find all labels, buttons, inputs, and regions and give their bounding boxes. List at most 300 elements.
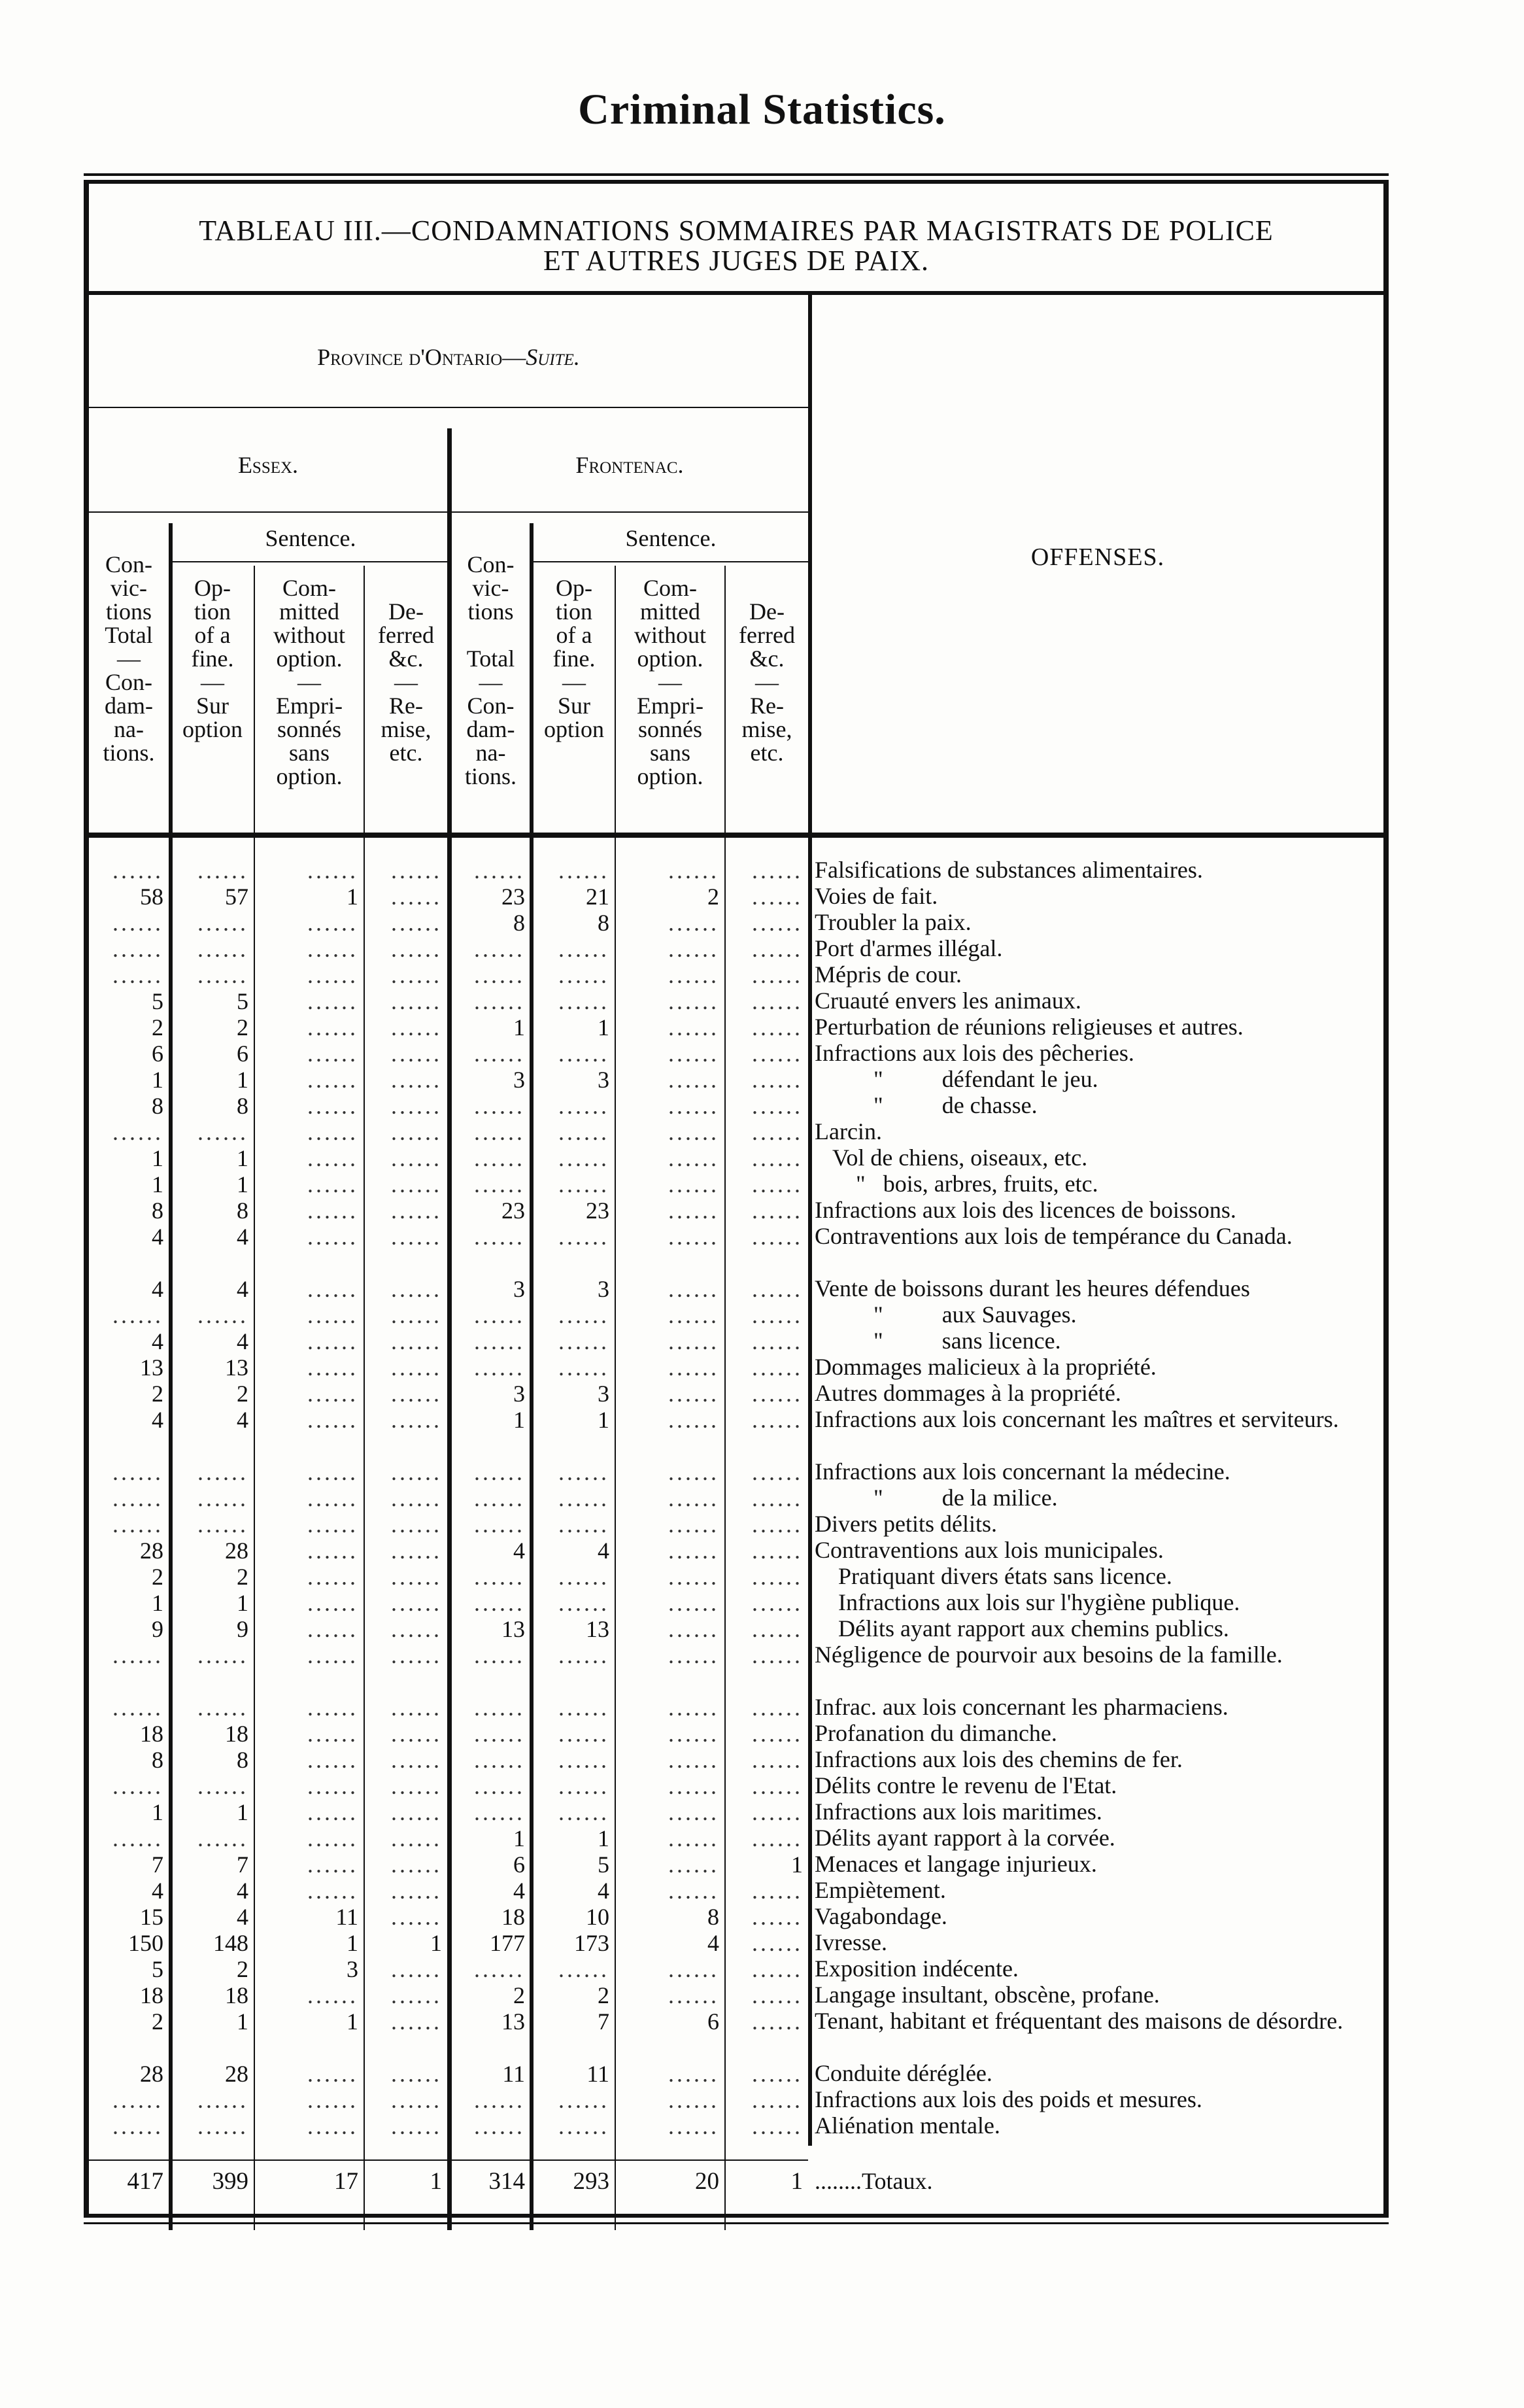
frontenac-deferred-cell xyxy=(727,1014,803,1041)
frontenac-total-cell: 23 xyxy=(501,1197,525,1224)
essex-option-cell: 8 xyxy=(237,1197,248,1224)
essex-committed-cell xyxy=(256,1825,358,1852)
essex-deferred-cell xyxy=(366,1328,442,1355)
total-frontenac-deferred: 1 xyxy=(790,2168,803,2195)
essex-option-cell: 1 xyxy=(237,2008,248,2035)
offense-label: " bois, arbres, fruits, etc. xyxy=(815,1171,1098,1197)
frontenac-deferred-cell xyxy=(727,2112,803,2140)
frontenac-option-cell xyxy=(535,1458,609,1486)
essex-committed-cell xyxy=(256,1118,358,1146)
essex-committed-cell xyxy=(256,1066,358,1093)
essex-committed-cell xyxy=(256,1171,358,1198)
offense-label: Délits ayant rapport à la corvée. xyxy=(815,1825,1115,1851)
offense-label: Infractions aux lois concernant la médecine. xyxy=(815,1458,1230,1485)
offense-label: Délits ayant rapport aux chemins publics. xyxy=(815,1615,1229,1642)
frontenac-option-cell xyxy=(535,1301,609,1329)
table-row xyxy=(0,1825,1524,1852)
frontenac-deferred-cell xyxy=(727,857,803,884)
essex-option-cell xyxy=(173,857,248,884)
frontenac-committed-cell xyxy=(617,1197,719,1224)
offense-label: Infractions aux lois des poids et mesures. xyxy=(815,2086,1202,2112)
frontenac-option-cell xyxy=(535,1092,609,1120)
essex-option-cell xyxy=(173,1772,248,1800)
table-row xyxy=(0,1458,1524,1486)
essex-total-cell: 2 xyxy=(152,1381,163,1407)
essex-committed-cell: 11 xyxy=(335,1904,358,1930)
frontenac-committed-cell xyxy=(617,2060,719,2088)
totals-rule xyxy=(89,2159,808,2161)
essex-total-cell xyxy=(90,1118,163,1146)
essex-option-cell: 2 xyxy=(237,1956,248,1982)
table-row xyxy=(0,1380,1524,1407)
frontenac-deferred-cell xyxy=(727,1955,803,1983)
province-suite: Suite. xyxy=(526,344,580,370)
essex-option-cell: 13 xyxy=(225,1354,248,1381)
essex-option-cell xyxy=(173,2112,248,2140)
offense-label: " de la milice. xyxy=(815,1485,1058,1511)
offense-label: Mépris de cour. xyxy=(815,961,962,988)
frontenac-option-cell xyxy=(535,2112,609,2140)
frontenac-deferred-cell xyxy=(727,1563,803,1591)
table-title-line2: ET AUTRES JUGES DE PAIX. xyxy=(543,245,929,277)
frontenac-committed-cell: 2 xyxy=(707,884,719,910)
essex-deferred-cell xyxy=(366,2112,442,2140)
frontenac-deferred-cell xyxy=(727,1642,803,1669)
essex-option-header: Op- tion of a fine. — Sur option xyxy=(182,575,243,742)
essex-committed-cell xyxy=(256,1772,358,1800)
essex-option-cell: 4 xyxy=(237,1328,248,1354)
essex-committed-cell xyxy=(256,1851,358,1878)
frontenac-total-cell xyxy=(453,1642,525,1669)
essex-deferred-cell xyxy=(366,1720,442,1747)
essex-total-cell xyxy=(90,1301,163,1329)
offense-label: Infrac. aux lois concernant les pharmaciens. xyxy=(815,1694,1228,1720)
province-heading xyxy=(89,343,808,371)
table-row xyxy=(0,1615,1524,1643)
essex-committed-header: Com- mitted without option. — Empri- sonnés sans option. xyxy=(273,575,345,789)
offense-label: Infractions aux lois concernant les maîtres et serviteurs. xyxy=(815,1406,1339,1432)
essex-total-cell: 9 xyxy=(152,1616,163,1642)
essex-total-cell xyxy=(90,1694,163,1721)
frontenac-total-cell xyxy=(453,1720,525,1747)
frontenac-committed-cell xyxy=(617,1144,719,1172)
table-row xyxy=(0,1589,1524,1617)
essex-committed-cell xyxy=(256,1511,358,1538)
essex-total-cell: 4 xyxy=(152,1328,163,1354)
frontenac-total-cell: 1 xyxy=(513,1014,525,1041)
essex-option-cell: 1 xyxy=(237,1145,248,1171)
essex-deferred-cell xyxy=(366,2086,442,2114)
frontenac-committed-cell xyxy=(617,1092,719,1120)
frontenac-option-cell: 11 xyxy=(586,2061,609,2087)
essex-deferred-cell xyxy=(366,1563,442,1591)
offense-label: Négligence de pourvoir aux besoins de la famille. xyxy=(815,1642,1283,1668)
essex-option-cell: 1 xyxy=(237,1799,248,1825)
frontenac-deferred-cell xyxy=(727,1772,803,1800)
frontenac-deferred-cell xyxy=(727,1589,803,1617)
essex-deferred-cell xyxy=(366,988,442,1015)
table-row xyxy=(0,1929,1524,1957)
frontenac-committed-cell xyxy=(617,1275,719,1303)
offense-label: Perturbation de réunions religieuses et autres. xyxy=(815,1014,1244,1040)
essex-total-cell: 1 xyxy=(152,1067,163,1093)
top-double-rule xyxy=(84,173,1389,176)
essex-option-cell: 2 xyxy=(237,1381,248,1407)
frontenac-committed-cell xyxy=(617,857,719,884)
frontenac-committed-cell xyxy=(617,2112,719,2140)
frontenac-total-cell: 1 xyxy=(513,1407,525,1433)
frontenac-committed-cell xyxy=(617,1982,719,2009)
table-row xyxy=(0,2008,1524,2035)
essex-deferred-cell xyxy=(366,857,442,884)
frontenac-deferred-cell xyxy=(727,909,803,937)
frontenac-option-cell xyxy=(535,1511,609,1538)
frontenac-deferred-cell xyxy=(727,1903,803,1931)
essex-committed-cell xyxy=(256,2060,358,2088)
table-row xyxy=(0,1066,1524,1093)
essex-committed-cell xyxy=(256,988,358,1015)
essex-option-cell: 57 xyxy=(225,884,248,910)
table-row xyxy=(0,1772,1524,1800)
essex-deferred-cell xyxy=(366,1955,442,1983)
frontenac-committed-header: Com- mitted without option. — Empri- sonnés sans option. xyxy=(634,575,706,789)
essex-option-cell: 2 xyxy=(237,1564,248,1590)
frontenac-option-cell: 4 xyxy=(598,1538,609,1564)
table-row xyxy=(0,1223,1524,1250)
frontenac-committed-cell xyxy=(617,1354,719,1381)
offense-label: Vagabondage. xyxy=(815,1903,947,1929)
frontenac-committed-cell xyxy=(617,909,719,937)
essex-option-cell: 18 xyxy=(225,1982,248,2008)
essex-total-cell: 18 xyxy=(140,1982,163,2008)
frontenac-deferred-cell xyxy=(727,1118,803,1146)
frontenac-total-cell: 1 xyxy=(513,1825,525,1851)
essex-total-cell: 2 xyxy=(152,2008,163,2035)
frontenac-deferred-cell xyxy=(727,1694,803,1721)
essex-committed-cell xyxy=(256,1563,358,1591)
offense-label: " défendant le jeu. xyxy=(815,1066,1098,1092)
frontenac-total-cell: 23 xyxy=(501,884,525,910)
essex-committed-cell xyxy=(256,1354,358,1381)
frontenac-committed-cell xyxy=(617,2086,719,2114)
offense-label: " sans licence. xyxy=(815,1328,1061,1354)
essex-option-cell xyxy=(173,1511,248,1538)
frontenac-option-cell: 173 xyxy=(574,1930,609,1956)
table-title-line1: TABLEAU III.—CONDAMNATIONS SOMMAIRES PAR MAGISTRATS DE POLICE xyxy=(199,215,1274,247)
essex-total-cell: 1 xyxy=(152,1799,163,1825)
essex-option-cell: 4 xyxy=(237,1407,248,1433)
total-frontenac-total: 314 xyxy=(488,2168,525,2195)
frontenac-option-cell: 2 xyxy=(598,1982,609,2008)
essex-total-cell xyxy=(90,857,163,884)
frontenac-committed-cell xyxy=(617,1798,719,1826)
frontenac-deferred-cell xyxy=(727,1615,803,1643)
frontenac-committed-cell xyxy=(617,1955,719,1983)
table-row xyxy=(0,909,1524,937)
frontenac-deferred-cell xyxy=(727,935,803,963)
table-row xyxy=(0,1118,1524,1146)
offense-label: Voies de fait. xyxy=(815,883,938,909)
frontenac-deferred-cell xyxy=(727,1197,803,1224)
frontenac-option-cell xyxy=(535,1746,609,1774)
essex-option-cell: 1 xyxy=(237,1590,248,1616)
frontenac-deferred-cell xyxy=(727,1275,803,1303)
frontenac-option-cell xyxy=(535,1955,609,1983)
essex-total-cell xyxy=(90,1511,163,1538)
region-frontenac: Frontenac. xyxy=(575,452,684,478)
offense-label: Langage insultant, obscène, profane. xyxy=(815,1982,1160,2008)
essex-total-cell: 150 xyxy=(128,1930,163,1956)
frontenac-committed-cell xyxy=(617,1615,719,1643)
frontenac-deferred-cell xyxy=(727,1537,803,1564)
frontenac-deferred-cell xyxy=(727,1380,803,1407)
essex-total-cell xyxy=(90,1772,163,1800)
essex-deferred-cell xyxy=(366,1537,442,1564)
frontenac-option-cell xyxy=(535,1485,609,1512)
essex-committed-cell xyxy=(256,2112,358,2140)
offense-label: Profanation du dimanche. xyxy=(815,1720,1057,1746)
frontenac-total-cell: 4 xyxy=(513,1538,525,1564)
bottom-rule-2 xyxy=(84,2222,1389,2224)
page-title: Criminal Statistics. xyxy=(578,86,946,133)
total-essex-committed: 17 xyxy=(334,2168,358,2195)
frontenac-committed-cell xyxy=(617,961,719,989)
table-row xyxy=(0,1642,1524,1669)
essex-total-cell: 1 xyxy=(152,1145,163,1171)
offenses-header: OFFENSES. xyxy=(1030,543,1165,571)
frontenac-total-cell xyxy=(453,961,525,989)
offense-label: Port d'armes illégal. xyxy=(815,935,1003,961)
table-row xyxy=(0,1092,1524,1120)
frontenac-committed-cell xyxy=(617,1563,719,1591)
frontenac-committed-cell xyxy=(617,1014,719,1041)
frontenac-option-cell xyxy=(535,1223,609,1250)
frontenac-total-cell xyxy=(453,1772,525,1800)
essex-committed-cell xyxy=(256,935,358,963)
essex-total-cell: 5 xyxy=(152,1956,163,1982)
essex-deferred-cell xyxy=(366,1118,442,1146)
essex-deferred-cell xyxy=(366,1642,442,1669)
essex-deferred-cell xyxy=(366,1223,442,1250)
essex-option-cell: 8 xyxy=(237,1093,248,1119)
essex-total-cell: 4 xyxy=(152,1878,163,1904)
essex-committed-cell xyxy=(256,909,358,937)
header-bottom-rule xyxy=(89,833,1383,838)
frontenac-total-cell: 8 xyxy=(513,910,525,936)
frontenac-deferred-cell xyxy=(727,2060,803,2088)
offense-label: Divers petits délits. xyxy=(815,1511,997,1537)
total-essex-deferred: 1 xyxy=(430,2168,442,2195)
essex-deferred-cell xyxy=(366,1589,442,1617)
essex-deferred-cell xyxy=(366,1197,442,1224)
essex-total-cell xyxy=(90,961,163,989)
totals-label: ........Totaux. xyxy=(815,2168,933,2194)
table-row xyxy=(0,935,1524,963)
frontenac-committed-cell xyxy=(617,1406,719,1434)
frontenac-option-cell xyxy=(535,857,609,884)
table-row xyxy=(0,2112,1524,2140)
offense-label: Aliénation mentale. xyxy=(815,2112,1000,2139)
essex-total-cell: 58 xyxy=(140,884,163,910)
essex-option-cell xyxy=(173,935,248,963)
frontenac-total-cell: 177 xyxy=(490,1930,525,1956)
essex-option-cell xyxy=(173,1642,248,1669)
table-row xyxy=(0,1301,1524,1329)
offense-label: Infractions aux lois des chemins de fer. xyxy=(815,1746,1183,1772)
frontenac-total-cell xyxy=(453,1092,525,1120)
frontenac-total-cell xyxy=(453,1171,525,1198)
frontenac-deferred-cell xyxy=(727,2086,803,2114)
essex-option-cell: 9 xyxy=(237,1616,248,1642)
frontenac-option-cell xyxy=(535,1328,609,1355)
table-row xyxy=(0,1537,1524,1564)
totals-row xyxy=(0,2168,1524,2195)
offense-label: Vol de chiens, oiseaux, etc. xyxy=(815,1144,1088,1171)
essex-committed-cell xyxy=(256,1014,358,1041)
frontenac-option-cell xyxy=(535,961,609,989)
essex-option-cell: 6 xyxy=(237,1041,248,1067)
frontenac-deferred-cell xyxy=(727,1485,803,1512)
essex-committed-cell xyxy=(256,857,358,884)
essex-option-cell: 8 xyxy=(237,1747,248,1773)
frontenac-total-cell: 6 xyxy=(513,1851,525,1878)
frontenac-committed-cell xyxy=(617,1118,719,1146)
frontenac-deferred-cell xyxy=(727,1746,803,1774)
essex-option-cell: 18 xyxy=(225,1721,248,1747)
frontenac-committed-cell xyxy=(617,1642,719,1669)
essex-committed-cell xyxy=(256,1328,358,1355)
essex-deferred-cell xyxy=(366,1354,442,1381)
frontenac-total-cell: 2 xyxy=(513,1982,525,2008)
table-row xyxy=(0,1903,1524,1931)
essex-option-cell: 1 xyxy=(237,1067,248,1093)
frontenac-deferred-cell xyxy=(727,988,803,1015)
table-row xyxy=(0,1354,1524,1381)
frontenac-deferred-cell xyxy=(727,1720,803,1747)
frontenac-deferred-cell xyxy=(727,1877,803,1904)
frontenac-total-cell xyxy=(453,1694,525,1721)
frontenac-deferred-cell xyxy=(727,961,803,989)
frontenac-total-cell xyxy=(453,1040,525,1067)
frontenac-committed-cell: 4 xyxy=(707,1930,719,1956)
essex-committed-cell xyxy=(256,1642,358,1669)
frontenac-committed-cell xyxy=(617,1589,719,1617)
essex-total-cell xyxy=(90,1642,163,1669)
frontenac-committed-cell xyxy=(617,1328,719,1355)
frontenac-committed-cell xyxy=(617,1301,719,1329)
frontenac-committed-cell: 6 xyxy=(707,2008,719,2035)
frontenac-deferred-cell xyxy=(727,1066,803,1093)
essex-committed-cell xyxy=(256,1537,358,1564)
essex-option-cell: 148 xyxy=(213,1930,248,1956)
frontenac-deferred-cell xyxy=(727,1982,803,2009)
essex-deferred-cell xyxy=(366,1144,442,1172)
frontenac-deferred-cell xyxy=(727,1406,803,1434)
frontenac-option-cell xyxy=(535,1118,609,1146)
essex-total-cell: 1 xyxy=(152,1171,163,1197)
essex-deferred-cell xyxy=(366,1982,442,2009)
essex-committed-cell: 1 xyxy=(347,2008,358,2035)
frontenac-sentence-label: Sentence. xyxy=(625,525,717,551)
frontenac-committed-cell xyxy=(617,1537,719,1564)
frontenac-committed-cell xyxy=(617,1511,719,1538)
essex-deferred-cell xyxy=(366,883,442,910)
offense-label: Conduite déréglée. xyxy=(815,2060,992,2086)
table-row xyxy=(0,1746,1524,1774)
essex-committed-cell xyxy=(256,1485,358,1512)
essex-total-cell xyxy=(90,935,163,963)
frontenac-deferred-header: De- ferred &c. — Re- mise, etc. xyxy=(739,598,795,766)
essex-deferred-cell xyxy=(366,1275,442,1303)
essex-deferred-header: De- ferred &c. — Re- mise, etc. xyxy=(378,598,434,766)
essex-total-header: Con- vic- tions Total — Con- dam- na- tions. xyxy=(103,551,155,766)
frontenac-option-cell xyxy=(535,1694,609,1721)
essex-total-cell xyxy=(90,2086,163,2114)
frontenac-deferred-cell xyxy=(727,1301,803,1329)
table-row xyxy=(0,1406,1524,1434)
table-row xyxy=(0,1851,1524,1878)
frontenac-option-cell: 5 xyxy=(598,1851,609,1878)
frontenac-committed-cell xyxy=(617,1171,719,1198)
frontenac-total-cell xyxy=(453,1511,525,1538)
essex-committed-cell xyxy=(256,1615,358,1643)
table-row xyxy=(0,1197,1524,1224)
frontenac-total-cell xyxy=(453,1563,525,1591)
frontenac-committed-cell xyxy=(617,1380,719,1407)
frontenac-option-cell xyxy=(535,1354,609,1381)
frontenac-committed-cell xyxy=(617,1772,719,1800)
frontenac-deferred-cell xyxy=(727,1040,803,1067)
table-row xyxy=(0,1171,1524,1198)
frontenac-total-cell: 13 xyxy=(501,1616,525,1642)
frontenac-deferred-cell xyxy=(727,1144,803,1172)
frontenac-option-cell xyxy=(535,1798,609,1826)
frontenac-option-cell xyxy=(535,1642,609,1669)
frontenac-total-cell xyxy=(453,1746,525,1774)
essex-committed-cell xyxy=(256,1406,358,1434)
essex-total-cell: 4 xyxy=(152,1276,163,1302)
essex-committed-cell xyxy=(256,1589,358,1617)
frontenac-option-cell: 13 xyxy=(586,1616,609,1642)
frontenac-total-cell xyxy=(453,1485,525,1512)
essex-deferred-cell xyxy=(366,1406,442,1434)
frontenac-option-cell: 4 xyxy=(598,1878,609,1904)
region-essex: Essex. xyxy=(237,452,299,478)
essex-total-cell xyxy=(90,1458,163,1486)
essex-deferred-cell xyxy=(366,1772,442,1800)
table-row xyxy=(0,1014,1524,1041)
frontenac-committed-cell xyxy=(617,1485,719,1512)
frontenac-deferred-cell xyxy=(727,1328,803,1355)
offense-label: " de chasse. xyxy=(815,1092,1038,1118)
essex-deferred-cell xyxy=(366,909,442,937)
essex-option-cell: 2 xyxy=(237,1014,248,1041)
frontenac-deferred-cell xyxy=(727,2008,803,2035)
offense-label: Menaces et langage injurieux. xyxy=(815,1851,1097,1877)
offense-label: Contraventions aux lois municipales. xyxy=(815,1537,1164,1563)
essex-option-cell: 4 xyxy=(237,1276,248,1302)
essex-total-cell: 8 xyxy=(152,1747,163,1773)
essex-deferred-cell xyxy=(366,961,442,989)
frontenac-committed-cell xyxy=(617,1066,719,1093)
frontenac-option-cell: 1 xyxy=(598,1407,609,1433)
bottom-rule-1 xyxy=(84,2214,1389,2218)
frontenac-option-cell xyxy=(535,2086,609,2114)
frontenac-committed-cell xyxy=(617,1825,719,1852)
essex-committed-cell xyxy=(256,1301,358,1329)
essex-deferred-cell xyxy=(366,1746,442,1774)
essex-option-cell xyxy=(173,1485,248,1512)
